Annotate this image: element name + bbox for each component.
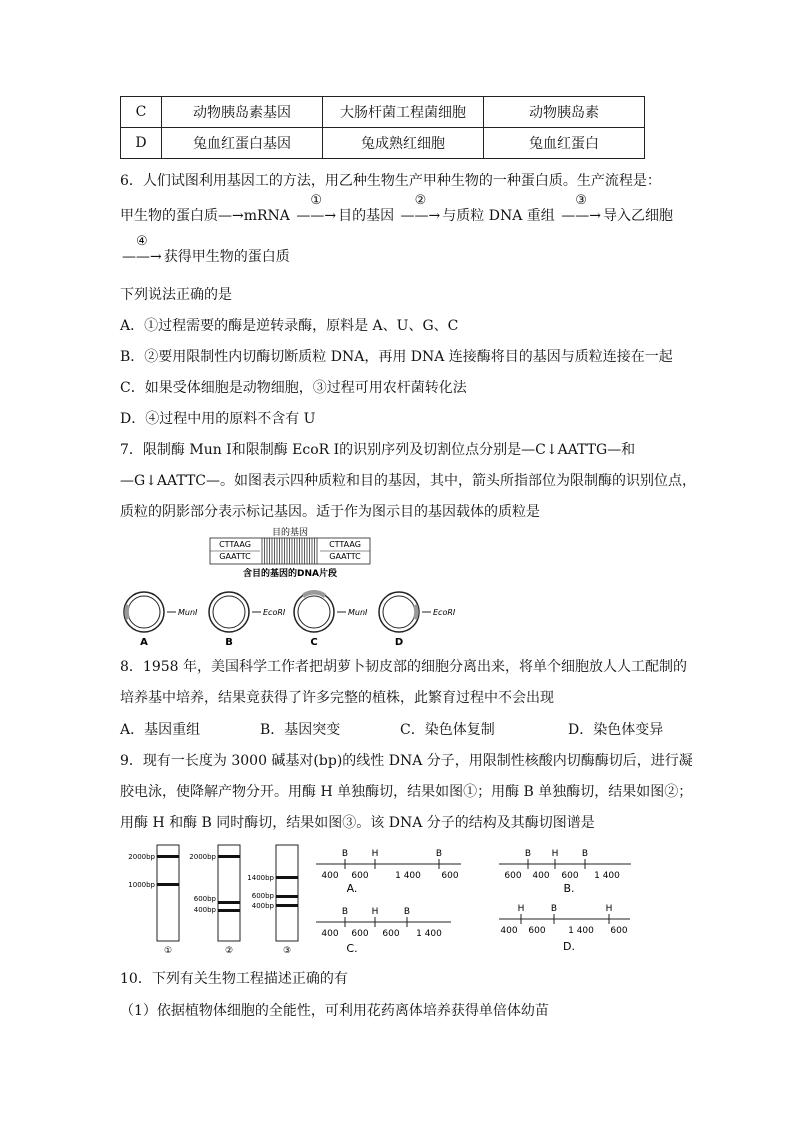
map-label: B. — [563, 882, 575, 895]
table-cell: D — [121, 128, 162, 159]
q6-arrow-2 — [399, 193, 443, 224]
gel-lane — [157, 845, 179, 941]
q6-option-a: A．①过程需要的酶是逆转录酶，原料是 A、U、G、C — [120, 318, 459, 334]
site-label: EcoRⅠ — [433, 608, 456, 617]
map-b — [499, 849, 631, 895]
band-label: 1400bp — [247, 874, 274, 882]
site-label: MunⅠ — [178, 608, 198, 617]
gel-1 — [128, 845, 179, 956]
arrow-glyph: ——→ — [296, 208, 337, 224]
fragment-caption: 含目的基因的DNA片段 — [243, 569, 337, 579]
q8-option-a: A．基因重组 — [120, 722, 201, 738]
segment-label: 600 — [441, 871, 459, 881]
plasmid-ring — [209, 592, 249, 632]
marker-gene-shading — [124, 604, 130, 620]
band-label: 400bp — [193, 906, 216, 914]
q7-line: 7．限制酶 Mun Ⅰ和限制酶 EcoR Ⅰ的识别序列及切割位点分别是—C↓AATTG—和 — [120, 442, 636, 458]
plasmid-a — [124, 592, 198, 648]
table-cell: 兔成熟红细胞 — [323, 128, 484, 159]
plasmid-inner-ring — [298, 596, 330, 628]
map-d — [499, 904, 630, 953]
site-label: EcoRⅠ — [263, 608, 286, 617]
q6-flow-text: 获得甲生物的蛋白质 — [163, 249, 290, 265]
q6-arrow-label: ③ — [575, 193, 587, 208]
q9-line: 胶电泳，使降解产物分开。用酶 H 单独酶切，结果如图①；用酶 B 单独酶切，结果如图②； — [120, 784, 693, 800]
gel-3 — [247, 845, 298, 956]
q6-arrow-label: ④ — [136, 234, 148, 249]
gel-lane — [276, 845, 298, 941]
gel-number: ② — [224, 946, 234, 956]
segment-label: 600 — [561, 871, 579, 881]
q8-option-b: B．基因突变 — [260, 722, 341, 738]
q6-prompt: 下列说法正确的是 — [120, 287, 232, 303]
q6-flow-text: 甲生物的蛋白质—→mRNA — [120, 208, 295, 224]
q7-line: —G↓AATTC—。如图表示四种质粒和目的基因，其中，箭头所指部位为限制酶的识别位点， — [120, 473, 697, 489]
band-label: 2000bp — [128, 853, 155, 861]
q6-arrow-label: ② — [414, 193, 427, 208]
gel-2 — [189, 845, 240, 956]
gel-band — [157, 855, 179, 858]
segment-label: 1 400 — [395, 871, 421, 881]
seq-right-top: CTTAAG — [329, 540, 361, 549]
q10-stem: 10．下列有关生物工程描述正确的有 — [120, 971, 348, 987]
segment-label: 1 400 — [594, 871, 620, 881]
plasmid-inner-ring — [383, 596, 415, 628]
band-label: 600bp — [193, 895, 216, 903]
site-label: B — [341, 907, 349, 917]
map-label: D. — [563, 940, 575, 953]
site-label: B — [581, 849, 589, 859]
site-label: B — [435, 849, 443, 859]
plasmid-b — [209, 592, 286, 648]
q7-line: 质粒的阴影部分表示标记基因。适于作为图示目的基因载体的质粒是 — [120, 504, 540, 520]
q10-item-1: （1）依据植物体细胞的全能性，可利用花药离体培养获得单倍体幼苗 — [120, 1003, 549, 1019]
plasmid-label: D — [394, 637, 404, 648]
gel-band — [276, 904, 298, 907]
plasmid-ring — [294, 592, 334, 632]
site-label: H — [605, 904, 613, 914]
plasmid-inner-ring — [128, 596, 160, 628]
marker-gene-shading — [413, 604, 419, 620]
map-label: C. — [346, 942, 358, 955]
plasmid-label: C — [310, 637, 318, 648]
table-cell: 动物胰岛素 — [484, 97, 645, 128]
segment-label: 600 — [351, 929, 369, 939]
marker-gene-shading — [302, 590, 326, 598]
gel-number: ① — [163, 946, 173, 956]
q9-line: 9．现有一长度为 3000 碱基对(bp)的线性 DNA 分子，用限制性核酸内切酶酶切后，进行凝 — [120, 753, 693, 769]
answer-table — [120, 96, 645, 159]
q8-line: 培养基中培养，结果竟获得了许多完整的植株，此繁育过程中不会出现 — [120, 690, 554, 706]
site-label: B — [550, 904, 558, 914]
gel-band — [276, 895, 298, 898]
segment-label: 600 — [528, 926, 546, 936]
q6-arrow-3 — [559, 193, 603, 224]
q6-arrow-1 — [294, 193, 338, 224]
gel-band — [218, 901, 240, 904]
map-c — [316, 907, 451, 955]
seq-left-top: CTTAAG — [219, 540, 251, 549]
map-label: A. — [346, 882, 358, 895]
q9-line: 用酶 H 和酶 B 同时酶切，结果如图③。该 DNA 分子的结构及其酶切图谱是 — [120, 815, 595, 831]
table-cell: 兔血红蛋白 — [484, 128, 645, 159]
segment-label: 600 — [351, 871, 369, 881]
seq-right-bottom: GAATTC — [329, 552, 361, 561]
dna-fragment-figure — [205, 526, 375, 584]
segment-label: 1 400 — [416, 929, 442, 939]
site-label: B — [341, 849, 349, 859]
plasmid-ring — [379, 592, 419, 632]
gel-figures — [120, 843, 310, 958]
q8-line: 8．1958 年，美国科学工作者把胡萝卜韧皮部的细胞分离出来，将单个细胞放人人工配制的 — [120, 659, 687, 675]
plasmid-label: B — [225, 637, 233, 648]
site-label: B — [524, 849, 532, 859]
band-label: 1000bp — [128, 881, 155, 889]
site-label: MunⅠ — [348, 608, 368, 617]
q6-flow-text: 导入乙细胞 — [602, 208, 673, 224]
plasmid-c — [294, 590, 368, 648]
gel-band — [218, 909, 240, 912]
table-row — [121, 128, 645, 159]
gel-band — [276, 876, 298, 879]
q8-options — [120, 719, 663, 739]
plasmid-label: A — [140, 637, 148, 648]
site-label: H — [517, 904, 525, 914]
band-label: 2000bp — [189, 853, 216, 861]
table-cell: 动物胰岛素基因 — [162, 97, 323, 128]
table-cell: C — [121, 97, 162, 128]
band-label: 600bp — [251, 892, 274, 900]
arrow-glyph: ——→ — [400, 208, 441, 224]
q6-flow-text: 与质粒 DNA 重组 — [442, 208, 555, 224]
segment-label: 1 400 — [568, 926, 594, 936]
segment-label: 400 — [321, 871, 339, 881]
site-label: H — [371, 849, 379, 859]
q6-flow-text: 目的基因 — [338, 208, 395, 224]
plasmid-figure — [112, 590, 472, 650]
q6-arrow-4 — [120, 234, 164, 265]
segment-label: 400 — [532, 871, 550, 881]
table-cell: 大肠杆菌工程菌细胞 — [323, 97, 484, 128]
plasmid-ring — [124, 592, 164, 632]
site-label: B — [403, 907, 411, 917]
arrow-glyph: ——→ — [561, 208, 601, 224]
seq-left-bottom: GAATTC — [219, 552, 251, 561]
table-row — [121, 97, 645, 128]
plasmid-d — [379, 592, 456, 648]
q6-flow-line1 — [120, 193, 673, 225]
q8-option-c: C．染色体复制 — [400, 722, 495, 738]
gel-band — [157, 883, 179, 886]
gel-band — [218, 855, 240, 858]
restriction-maps — [316, 845, 636, 960]
gel-number: ③ — [282, 946, 292, 956]
segment-label: 400 — [321, 929, 339, 939]
segment-label: 400 — [500, 926, 518, 936]
site-label: H — [551, 849, 559, 859]
gel-lane — [218, 845, 240, 941]
site-label: H — [371, 907, 379, 917]
q6-stem: 6．人们试图利用基因工的方法，用乙种生物生产甲种生物的一种蛋白质。生产流程是： — [120, 173, 661, 189]
q6-option-d: D．④过程中用的原料不含有 U — [120, 411, 316, 427]
arrow-glyph: ——→ — [122, 249, 162, 265]
table-cell: 兔血红蛋白基因 — [162, 128, 323, 159]
q8-option-d: D．染色体变异 — [568, 722, 664, 738]
segment-label: 600 — [610, 926, 628, 936]
q6-flow-line2 — [120, 234, 290, 266]
band-label: 400bp — [251, 902, 274, 910]
gene-title: 目的基因 — [271, 528, 309, 538]
map-a — [316, 849, 461, 895]
q6-option-b: B．②要用限制性内切酶切断质粒 DNA，再用 DNA 连接酶将目的基因与质粒连接在一起 — [120, 349, 673, 365]
plasmid-inner-ring — [213, 596, 245, 628]
gene-hatch — [262, 538, 317, 564]
segment-label: 600 — [504, 871, 522, 881]
q6-arrow-label: ① — [310, 193, 323, 208]
q6-option-c: C．如果受体细胞是动物细胞，③过程可用农杆菌转化法 — [120, 380, 467, 396]
segment-label: 600 — [382, 929, 400, 939]
